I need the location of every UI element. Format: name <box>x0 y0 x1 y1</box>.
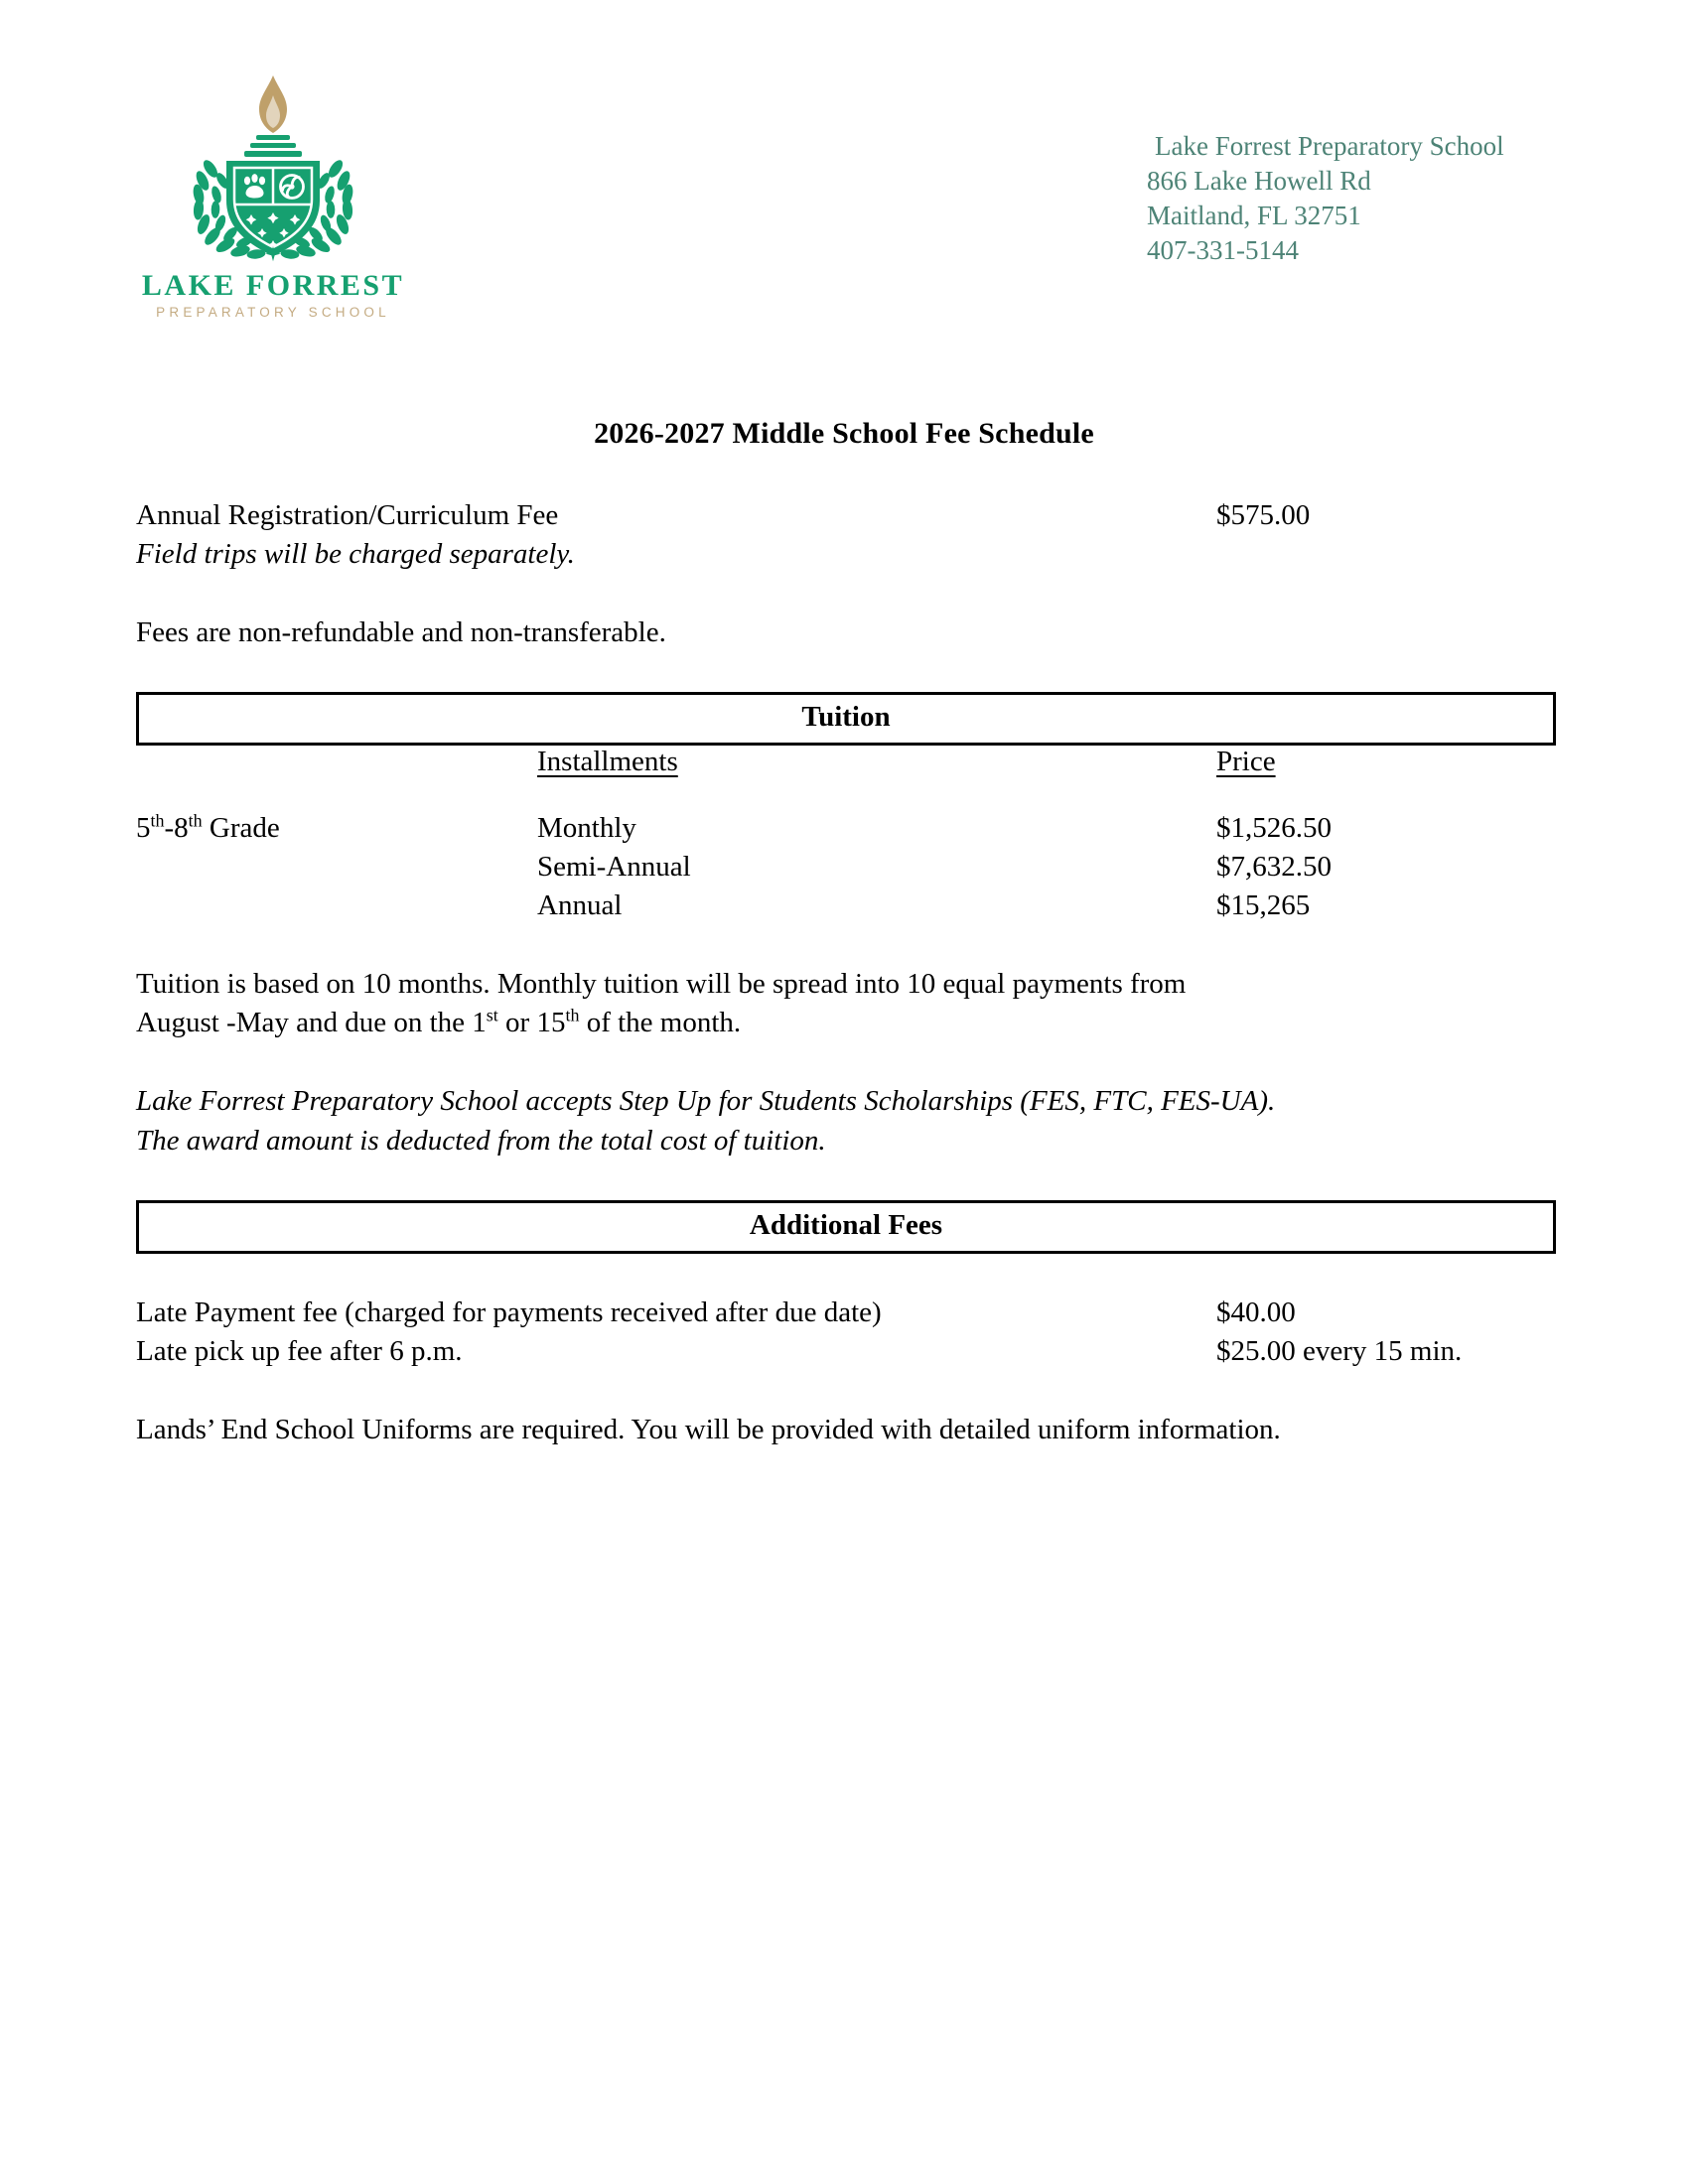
school-address-block <box>1147 129 1504 268</box>
grade-sup-2: th <box>188 809 203 830</box>
installment-label: Annual <box>537 888 623 921</box>
document-header <box>0 0 1688 357</box>
school-logo <box>139 69 407 321</box>
column-header-price: Price <box>1216 745 1276 777</box>
document-body <box>136 496 1556 1449</box>
ordinal-sup-15th: th <box>565 1005 580 1025</box>
table-row <box>136 848 1556 887</box>
registration-fee-amount: $575.00 <box>1216 499 1311 531</box>
installment-price: $7,632.50 <box>1216 850 1332 883</box>
phone-number: 407-331-5144 <box>1147 235 1299 266</box>
school-name: Lake Forrest Preparatory School <box>1155 131 1504 161</box>
installment-label: Monthly <box>537 811 636 844</box>
additional-fees-section-header: Additional Fees <box>136 1200 1556 1254</box>
tuition-schedule-note: Tuition is based on 10 months. Monthly tuition will be spread into 10 equal payments from August -May and due on the 1st or 15th of the month. <box>136 967 1187 1039</box>
late-payment-fee-label: Late Payment fee (charged for payments received after due date) <box>136 1297 882 1329</box>
column-header-installments: Installments <box>537 745 678 777</box>
table-row <box>136 1332 1556 1371</box>
registration-fee-row <box>136 496 1556 535</box>
fee-policy-note: Fees are non-refundable and non-transferable. <box>136 615 666 648</box>
late-pickup-fee-amount: $25.00 every 15 min. <box>1216 1335 1463 1368</box>
scholarship-note: Lake Forrest Preparatory School accepts Step Up for Students Scholarships (FES, FTC, FES-UA). The award amount is deducted from the total cost of tuition. <box>136 1085 1276 1157</box>
uniform-note: Lands’ End School Uniforms are required. You will be provided with detailed uniform information. <box>136 1414 1281 1446</box>
installment-price: $15,265 <box>1216 888 1311 921</box>
late-payment-fee-amount: $40.00 <box>1216 1297 1296 1329</box>
logo-wordmark-main: LAKE FORREST <box>141 269 405 302</box>
table-row <box>136 1294 1556 1332</box>
tuition-table-body <box>136 809 1556 925</box>
late-pickup-fee-label: Late pick up fee after 6 p.m. <box>136 1335 463 1368</box>
tuition-table-column-headers <box>136 746 1556 791</box>
address-city-state-zip: Maitland, FL 32751 <box>1147 201 1361 231</box>
address-street: 866 Lake Howell Rd <box>1147 166 1371 197</box>
field-trip-note: Field trips will be charged separately. <box>136 537 575 570</box>
installment-label: Semi-Annual <box>537 850 691 883</box>
ordinal-sup-1st: st <box>486 1005 498 1025</box>
page-title: 2026-2027 Middle School Fee Schedule <box>594 417 1094 450</box>
registration-fee-label: Annual Registration/Curriculum Fee <box>136 499 559 531</box>
crest-laurel-shield-flame-icon <box>149 69 397 268</box>
logo-wordmark-sub: PREPARATORY SCHOOL <box>156 304 390 320</box>
table-row <box>136 887 1556 925</box>
grade-sup-1: th <box>150 809 165 830</box>
installment-price: $1,526.50 <box>1216 811 1332 844</box>
tuition-section-header: Tuition <box>136 692 1556 746</box>
table-row <box>136 809 1556 848</box>
grade-range-label: 5th-8th Grade <box>136 809 280 844</box>
